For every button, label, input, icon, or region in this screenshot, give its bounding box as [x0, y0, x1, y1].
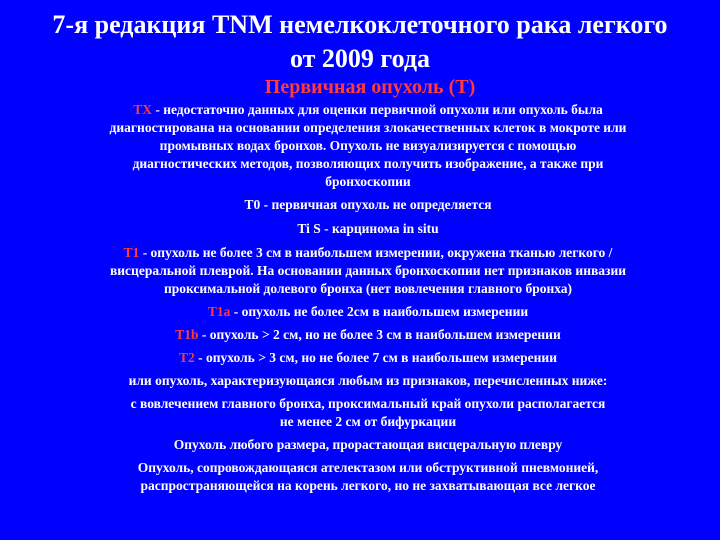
content-body	[58, 101, 678, 495]
tx-label: TX	[133, 102, 152, 117]
title-line-1: 7-я редакция TNM немелкоклеточного рака легкого	[52, 10, 668, 39]
tx-line-2: диагностирована на основании определения злокачественных клеток в мокроте или	[109, 120, 627, 135]
page-title	[0, 8, 720, 76]
t1a-line	[58, 303, 678, 321]
t1a-label: T1a	[207, 304, 231, 319]
t1b-line	[58, 326, 678, 344]
t2-text-1: - опухоль > 3 см, но не более 7 см в наибольшем измерении	[194, 350, 557, 365]
tx-line-1	[58, 101, 678, 119]
t2-line-3: с вовлечением главного бронха, проксимальный край опухоли располагается	[130, 396, 606, 411]
t2-label: T2	[179, 350, 195, 365]
section-subtitle: Первичная опухоль (T)	[264, 76, 476, 98]
t2-line-6: Опухоль, сопровождающаяся ателектазом или обструктивной пневмонией,	[137, 460, 599, 475]
t2-line-5: Опухоль любого размера, прорастающая висцеральную плевру	[173, 437, 563, 452]
tis-line: Ti S - карцинома in situ	[297, 221, 439, 236]
t1-line-3: проксимальной долевого бронха (нет вовлечения главного бронха)	[163, 281, 573, 296]
t2-line-4: не менее 2 см от бифуркации	[279, 414, 457, 429]
t2-line-2: или опухоль, характеризующаяся любым из признаков, перечисленных ниже:	[128, 373, 608, 388]
t1b-label: T1b	[175, 327, 199, 342]
t2-line-7: распространяющейся на корень легкого, но не захватывающая все легкое	[140, 478, 596, 493]
t1-text-1: - опухоль не более 3 см в наибольшем измерении, окружена тканью легкого /	[139, 245, 613, 260]
t1-line-1	[58, 244, 678, 262]
t2-line-1	[58, 349, 678, 367]
tx-text-1: - недостаточно данных для оценки первичной опухоли или опухоль была	[151, 102, 603, 117]
tx-line-3: промывных водах бронхов. Опухоль не визуализируется с помощью	[159, 138, 577, 153]
t1-label: T1	[123, 245, 140, 260]
title-line-2: от 2009 года	[290, 44, 430, 73]
tx-line-5: бронхоскопии	[325, 174, 411, 189]
t1b-text: - опухоль > 2 см, но не более 3 см в наибольшем измерении	[198, 327, 561, 342]
tx-line-4: диагностических методов, позволяющих получить изображение, а также при	[132, 156, 604, 171]
t1a-text: - опухоль не более 2см в наибольшем измерении	[230, 304, 529, 319]
t1-line-2: висцеральной плеврой. На основании данных бронхоскопии нет признаков инвазии	[109, 263, 626, 278]
t0-line: T0 - первичная опухоль не определяется	[244, 197, 492, 212]
